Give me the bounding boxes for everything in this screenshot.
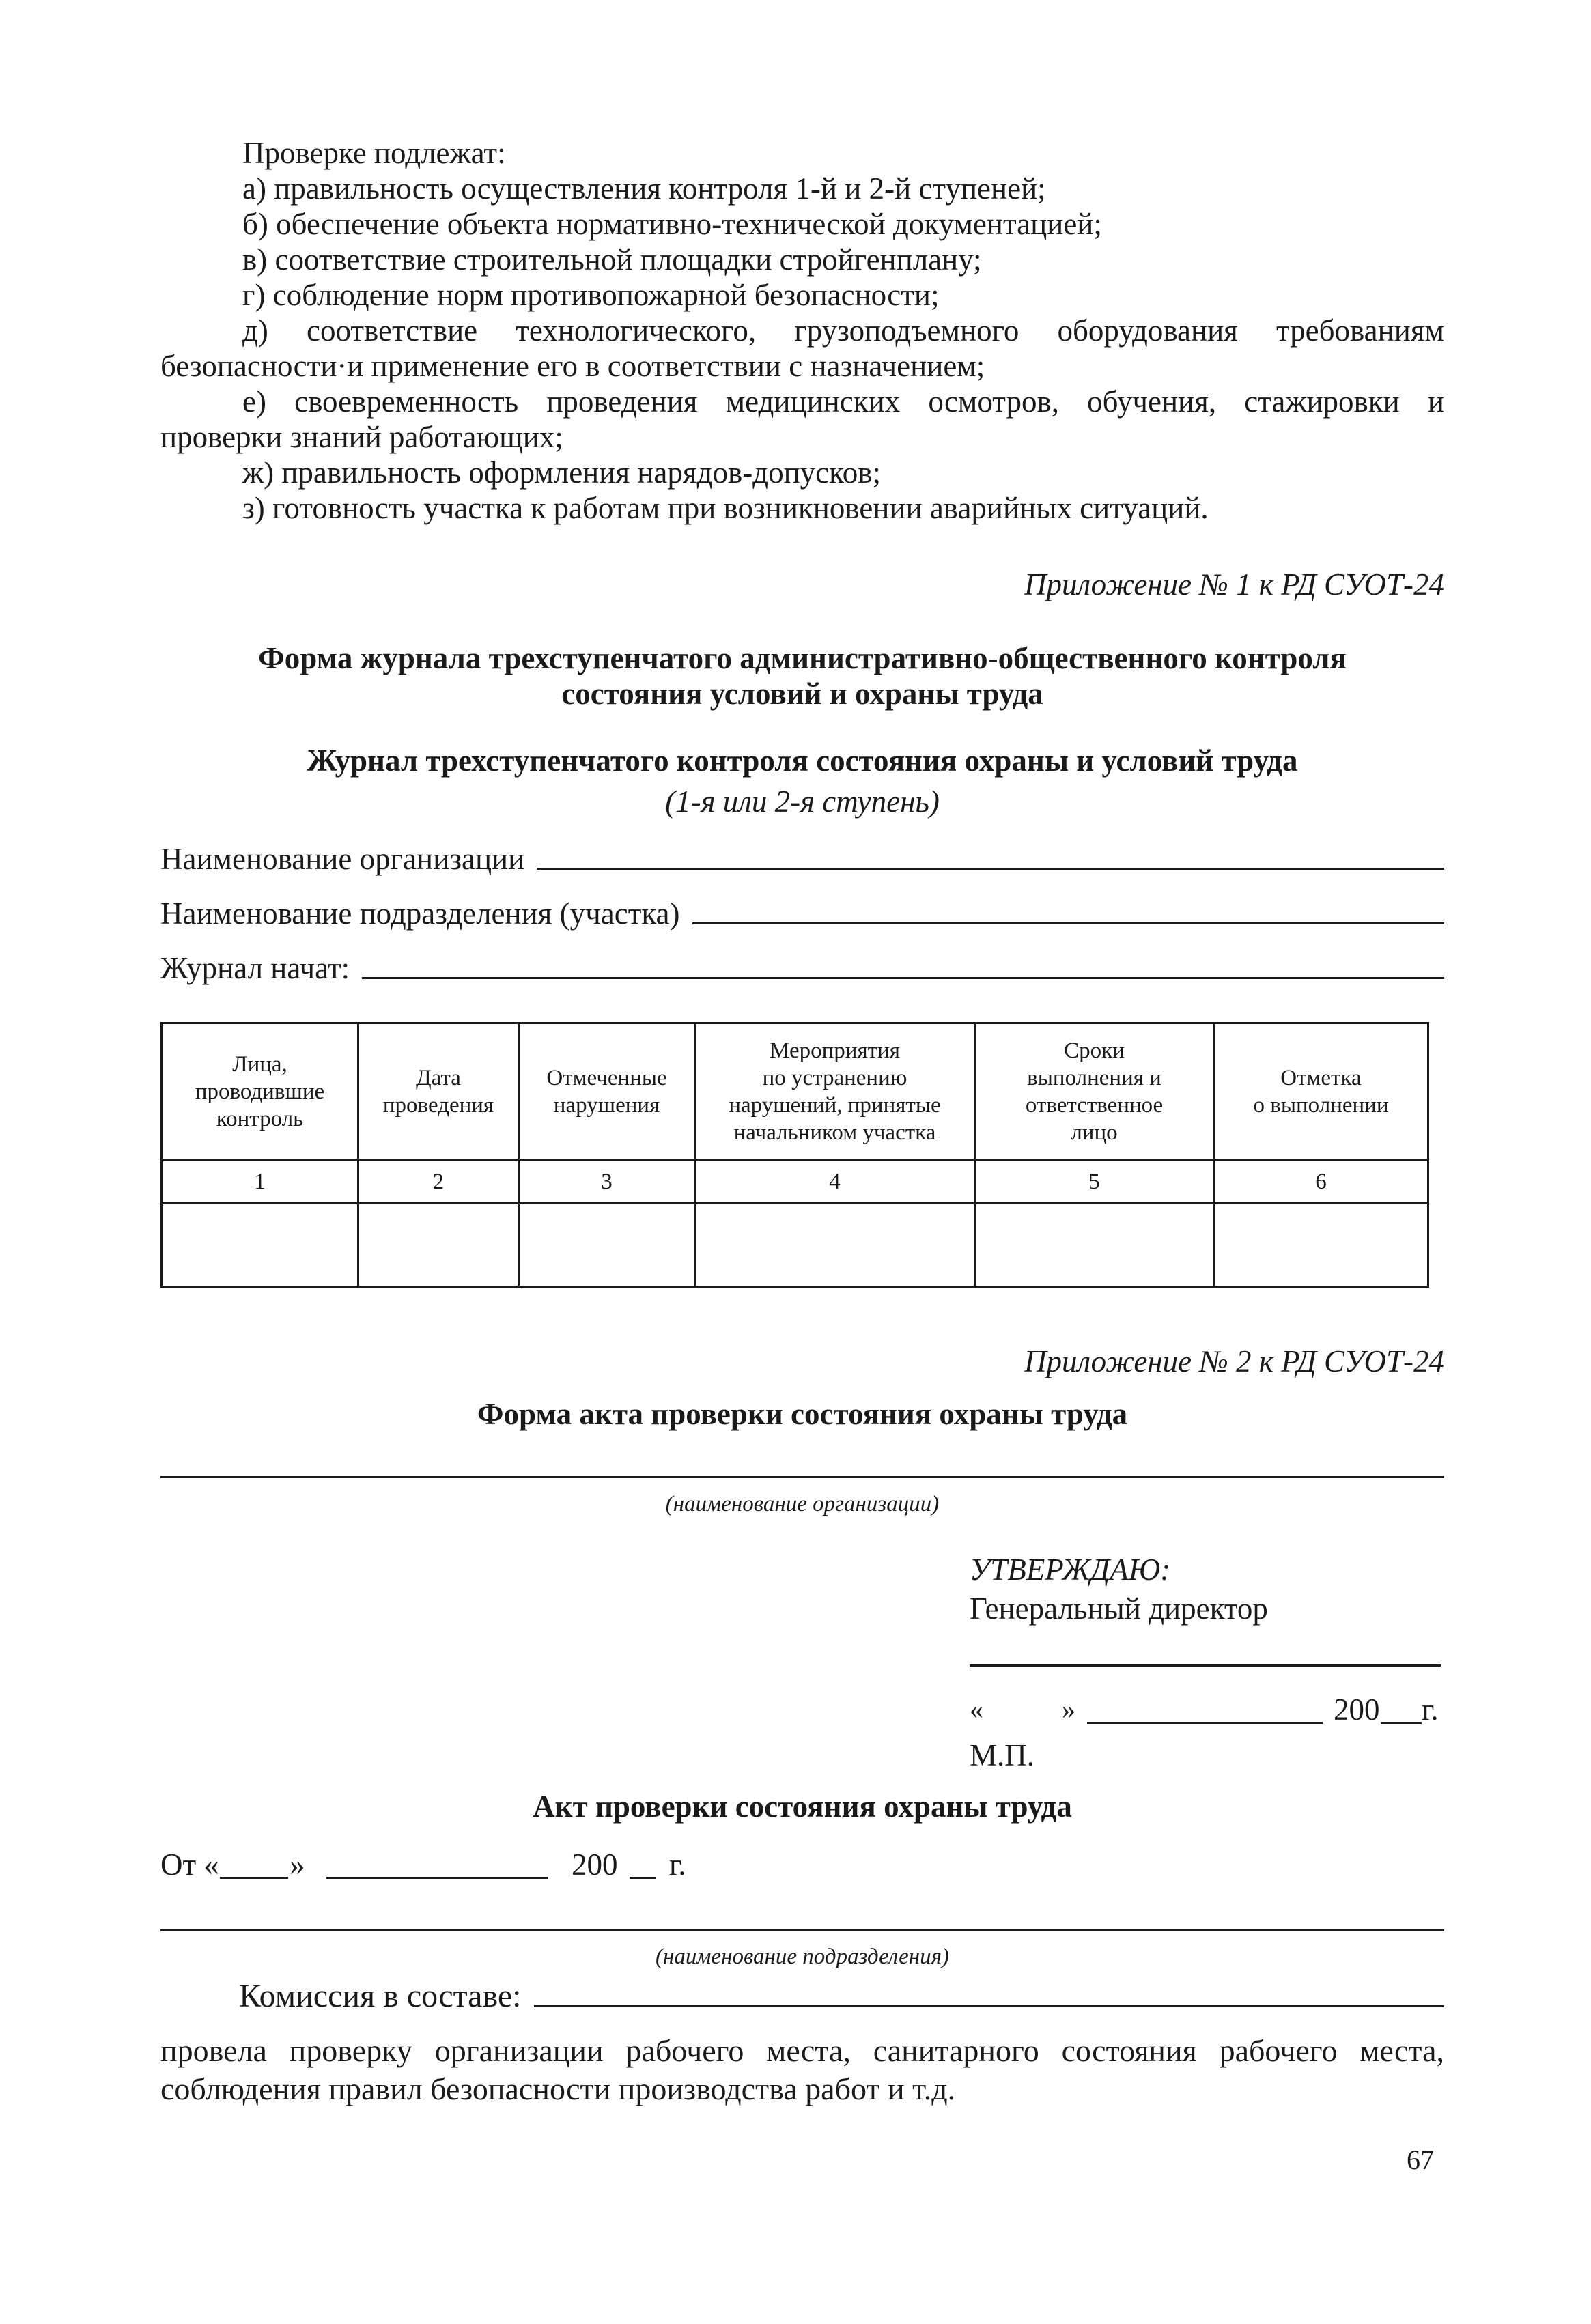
field-organization-label: Наименование организации	[160, 842, 525, 876]
check-item: д) соответствие технологического, грузоподъемного оборудования требованиям	[242, 313, 1444, 348]
table-cell[interactable]	[358, 1204, 519, 1287]
column-number: 6	[1214, 1160, 1428, 1204]
field-organization	[160, 841, 1444, 877]
check-item: а) правильность осуществления контроля 1-й и 2-й ступеней;	[242, 171, 1046, 206]
check-item: ж) правильность оформления нарядов-допусков;	[242, 455, 881, 490]
check-item: б) обеспечение объекта нормативно-технической документацией;	[242, 207, 1102, 241]
from-suffix: г.	[669, 1847, 686, 1882]
appendix1-label: Приложение № 1 к РД СУОТ-24	[1024, 567, 1444, 601]
division-caption: (наименование подразделения)	[656, 1944, 949, 1969]
check-item: г) соблюдение норм противопожарной безопасности;	[242, 278, 940, 312]
field-started-label: Журнал начат:	[160, 951, 350, 985]
table-header-row	[162, 1023, 1428, 1160]
table-cell[interactable]	[695, 1204, 975, 1287]
commission-line[interactable]	[534, 2005, 1444, 2007]
division-name-line[interactable]	[160, 1929, 1444, 1931]
director-signature-line[interactable]	[970, 1664, 1441, 1667]
column-number: 3	[519, 1160, 695, 1204]
table-number-row	[162, 1160, 1428, 1204]
field-started-line[interactable]	[362, 977, 1444, 979]
table-cell[interactable]	[162, 1204, 358, 1287]
header-cell: Сроки выполнения и ответственное лицо	[975, 1023, 1214, 1160]
check-item-cont: проверки знаний работающих;	[160, 420, 563, 454]
approve-date-suffix: г.	[1422, 1692, 1439, 1727]
journal-title: Журнал трехступенчатого контроля состояния охраны и условий труда	[307, 743, 1298, 778]
check-item: з) готовность участка к работам при возникновении аварийных ситуаций.	[242, 491, 1209, 525]
table-cell[interactable]	[1214, 1204, 1428, 1287]
header-cell: Отметка о выполнении	[1214, 1023, 1428, 1160]
journal-subtitle: (1-я или 2-я ступень)	[665, 784, 940, 819]
check-item-cont: безопасности·и применение его в соответствии с назначением;	[160, 349, 985, 383]
appendix2-title: Форма акта проверки состояния охраны труда	[477, 1397, 1128, 1431]
page-number: 67	[1407, 2144, 1434, 2175]
table-cell[interactable]	[975, 1204, 1214, 1287]
appendix1-title: состояния условий и охраны труда	[561, 677, 1043, 711]
table-cell[interactable]	[519, 1204, 695, 1287]
approve-heading: УТВЕРЖДАЮ:	[970, 1553, 1171, 1587]
field-division-line[interactable]	[692, 922, 1445, 924]
approve-date-open-quote: «	[970, 1694, 983, 1725]
appendix1-title: Форма журнала трехступенчатого административно-общественного контроля	[258, 641, 1347, 675]
from-prefix: От «	[160, 1847, 219, 1882]
table-row	[162, 1204, 1428, 1287]
approve-date-year-line[interactable]	[1381, 1722, 1422, 1724]
header-cell: Отмеченные нарушения	[519, 1023, 695, 1160]
from-year-line[interactable]	[630, 1877, 656, 1879]
conclusion-text: провела проверку организации рабочего места, санитарного состояния рабочего места,	[160, 2033, 1444, 2068]
header-cell: Лица, проводившие контроль	[162, 1023, 358, 1160]
commission-label: Комиссия в составе:	[239, 1978, 522, 2014]
organization-name-line[interactable]	[160, 1476, 1444, 1478]
check-intro: Проверке подлежат:	[242, 136, 506, 170]
field-started	[160, 950, 1444, 986]
approve-date-close-quote: »	[1062, 1694, 1075, 1725]
stamp-label: М.П.	[970, 1738, 1035, 1772]
commission-field	[239, 1979, 1444, 2014]
appendix2-label: Приложение № 2 к РД СУОТ-24	[1024, 1344, 1444, 1378]
header-cell: Мероприятия по устранению нарушений, принятые начальником участка	[695, 1023, 975, 1160]
column-number: 4	[695, 1160, 975, 1204]
field-division-label: Наименование подразделения (участка)	[160, 896, 680, 931]
from-month-line[interactable]	[326, 1877, 548, 1879]
column-number: 2	[358, 1160, 519, 1204]
director-title: Генеральный директор	[970, 1591, 1268, 1626]
journal-table	[160, 1022, 1429, 1288]
column-number: 5	[975, 1160, 1214, 1204]
field-organization-line[interactable]	[537, 868, 1444, 870]
check-item: в) соответствие строительной площадки стройгенплану;	[242, 242, 982, 277]
from-day-line[interactable]	[220, 1877, 288, 1879]
approve-date-month-line[interactable]	[1087, 1722, 1323, 1724]
field-division	[160, 896, 1444, 931]
approve-date-year: 200	[1334, 1692, 1380, 1727]
from-close-quote: »	[290, 1847, 305, 1882]
organization-caption: (наименование организации)	[665, 1492, 940, 1516]
conclusion-text: соблюдения правил безопасности производства работ и т.д.	[160, 2071, 956, 2106]
check-item: е) своевременность проведения медицинских осмотров, обучения, стажировки и	[242, 384, 1444, 419]
from-year: 200	[572, 1847, 618, 1882]
header-cell: Дата проведения	[358, 1023, 519, 1160]
act-title: Акт проверки состояния охраны труда	[533, 1789, 1072, 1824]
column-number: 1	[162, 1160, 358, 1204]
